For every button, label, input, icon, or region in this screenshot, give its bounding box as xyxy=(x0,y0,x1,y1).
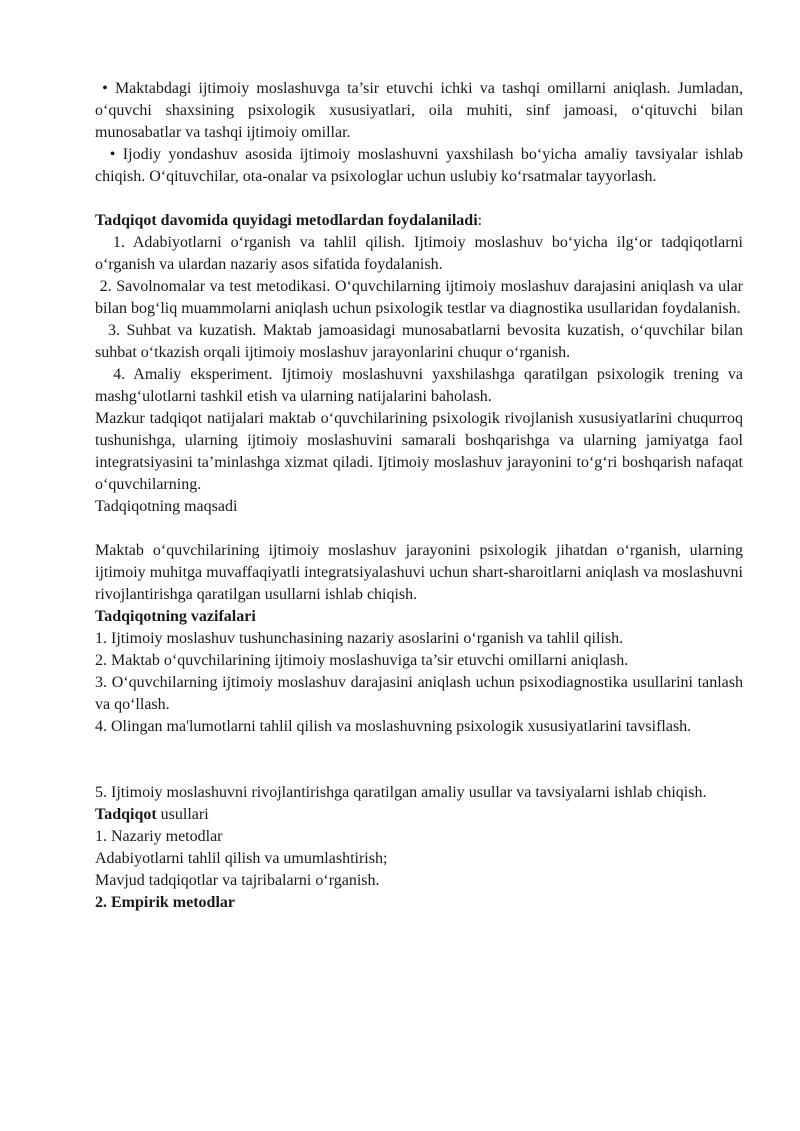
theory-item-1: Adabiyotlarni tahlil qilish va umumlashtirish; xyxy=(95,850,388,867)
method-item-1: 1. Adabiyotlarni o‘rganish va tahlil qilish. Ijtimoiy moslashuv bo‘yicha ilg‘or tadqiqotlarni o‘rganish va ulardan nazariy asos sifatida foydalanish. xyxy=(95,234,748,273)
research-methods-rest: usullari xyxy=(156,806,209,823)
theory-heading: 1. Nazariy metodlar xyxy=(95,828,223,845)
tasks-heading-text: Tadqiqotning vazifalari xyxy=(95,608,256,625)
spacer xyxy=(95,518,743,540)
method-item-3: 3. Suhbat va kuzatish. Maktab jamoasidagi munosabatlarni bevosita kuzatish, o‘quvchilar bilan suhbat o‘tkazish orqali ijtimoiy moslashuv jarayonlarini chuqur o‘rganish. xyxy=(95,322,748,361)
aim-paragraph: Maktab o‘quvchilarining ijtimoiy moslashuv jarayonini psixologik jihatdan o‘rganish, ularning ijtimoiy muhitga muvaffaqiyatli integratsiyalashuvi uchun shart-sharoitlarni aniqlash va moslashuvni rivojlantirishga qaratilgan usullarni ishlab chiqish. xyxy=(95,542,743,603)
empirical-heading xyxy=(95,892,743,914)
research-methods-heading xyxy=(95,804,743,826)
task-item-5: 5. Ijtimoiy moslashuvni rivojlantirishga qaratilgan amaliy usullar va tavsiyalarni ishlab chiqish. xyxy=(95,784,707,801)
intro-paragraph-2: • Ijodiy yondashuv asosida ijtimoiy moslashuvni yaxshilash bo‘yicha amaliy tavsiyalar ishlab chiqish. O‘qituvchilar, ota-onalar va psixologlar uchun uslubiy ko‘rsatmalar tayyorlash. xyxy=(95,146,748,185)
methods-heading: Tadqiqot davomida quyidagi metodlardan foydalaniladi xyxy=(95,212,478,229)
spacer xyxy=(95,188,743,210)
task-item-3: 3. O‘quvchilarning ijtimoiy moslashuv darajasini aniqlash uchun psixodiagnostika usullarini tanlash va qo‘llash. xyxy=(95,674,743,713)
empirical-heading-text: 2. Empirik metodlar xyxy=(95,894,235,911)
theory-item-2: Mavjud tadqiqotlar va tajribalarni o‘rganish. xyxy=(95,872,380,889)
intro-paragraph-1: • Maktabdagi ijtimoiy moslashuvga ta’sir etuvchi ichki va tashqi omillarni aniqlash. Jumladan, o‘quvchi shaxsining psixologik xususiyatlari, oila muhiti, sinf jamoasi, o‘qituvchi bilan munosabatlar va tashqi ijtimoiy omillar. xyxy=(95,80,747,141)
method-item-2: 2. Savolnomalar va test metodikasi. O‘quvchilarning ijtimoiy moslashuv darajasini aniqlash va ular bilan bog‘liq muammolarni aniqlash uchun psixologik testlar va diagnostika usullaridan foydalanish. xyxy=(95,278,747,317)
methods-heading-line xyxy=(95,210,743,232)
research-methods-bold: Tadqiqot xyxy=(95,806,157,823)
aim-heading: Tadqiqotning maqsadi xyxy=(95,498,238,515)
task-item-1: 1. Ijtimoiy moslashuv tushunchasining nazariy asoslarini o‘rganish va tahlil qilish. xyxy=(95,630,624,647)
document-page xyxy=(95,78,748,914)
task-item-2: 2. Maktab o‘quvchilarining ijtimoiy moslashuviga ta’sir etuvchi omillarni aniqlash. xyxy=(95,652,629,669)
spacer xyxy=(95,738,743,782)
summary-paragraph: Mazkur tadqiqot natijalari maktab o‘quvchilarining psixologik rivojlanish xususiyatlarini chuqurroq tushunishga, ularning ijtimoiy moslashuvini samarali boshqarishga va ularning jamiyatga faol integratsiyasini ta’minlashga xizmat qiladi. Ijtimoiy moslashuv jarayonini to‘g‘ri boshqarish nafaqat o‘quvchilarning. xyxy=(95,410,743,493)
tasks-heading xyxy=(95,606,743,628)
task-item-4: 4. Olingan ma'lumotlarni tahlil qilish va moslashuvning psixologik xususiyatlarini tavsiflash. xyxy=(95,718,692,735)
method-item-4: 4. Amaliy eksperiment. Ijtimoiy moslashuvni yaxshilashga qaratilgan psixologik trening va mashg‘ulotlarni tashkil etish va ularning natijalarini baholash. xyxy=(95,366,748,405)
methods-heading-colon: : xyxy=(477,212,483,229)
